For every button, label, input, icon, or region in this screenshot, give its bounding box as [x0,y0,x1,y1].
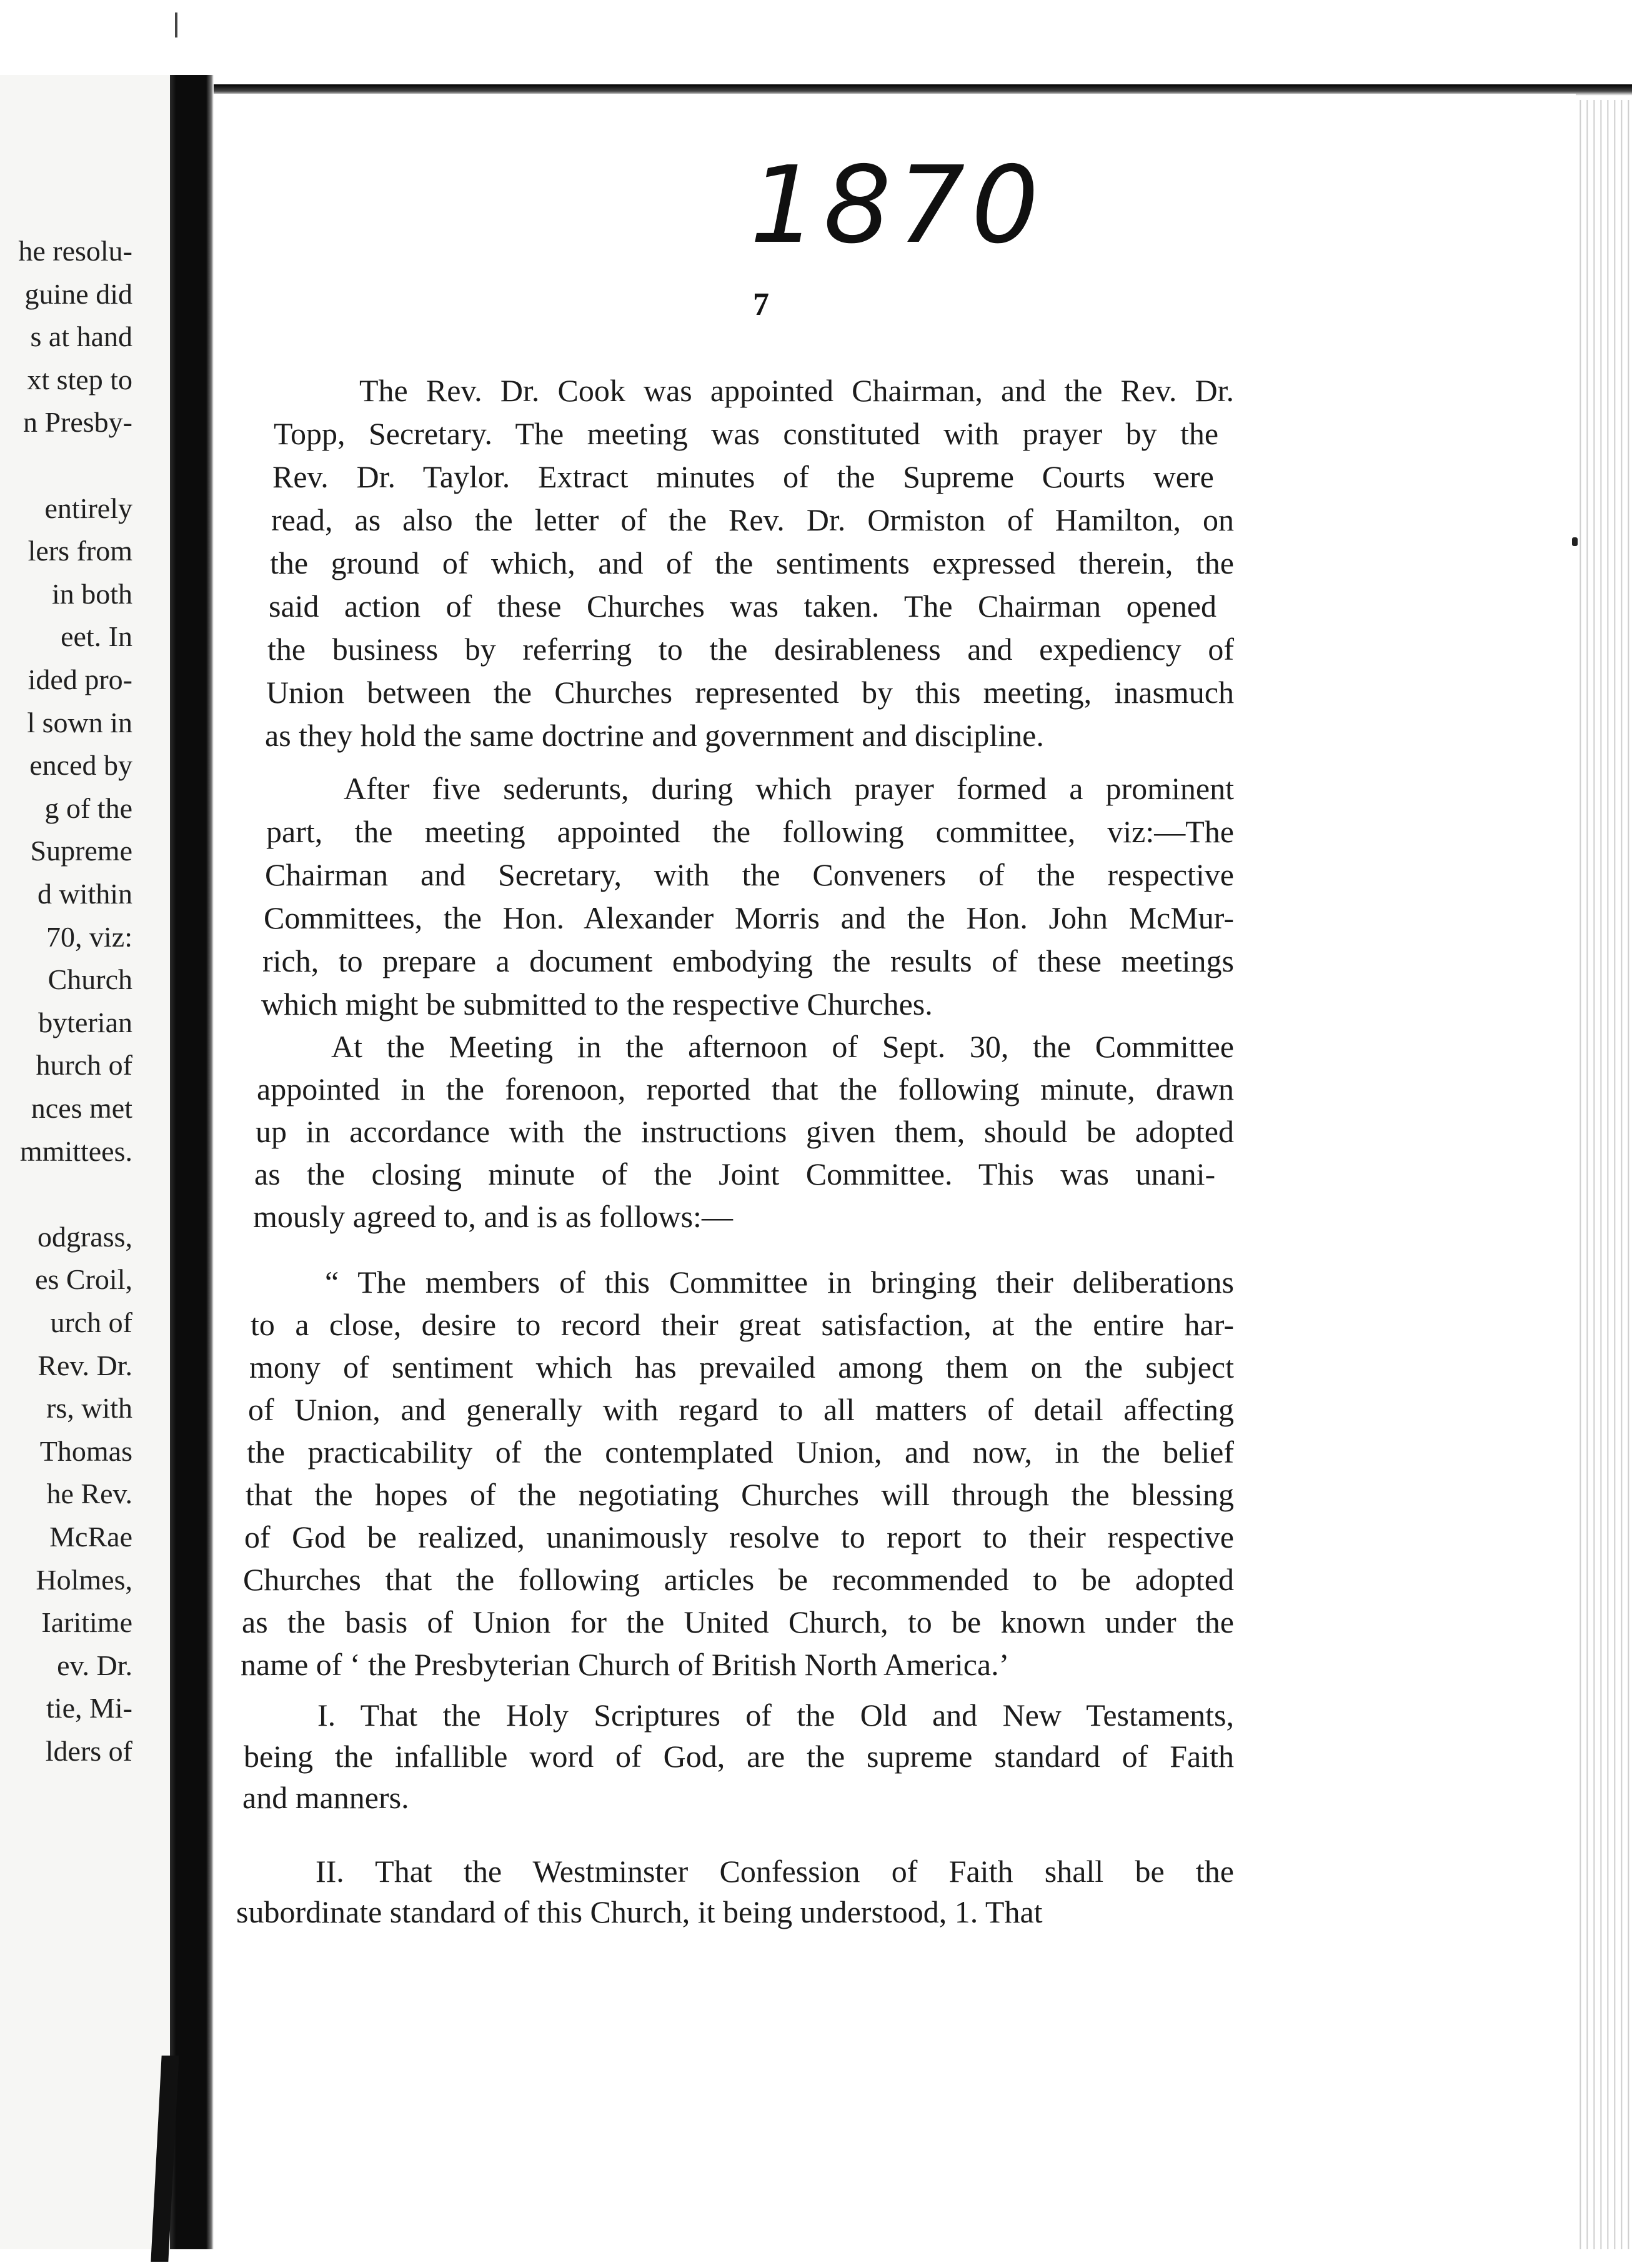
body-text-line: The Rev. Dr. Cook was appointed Chairman, and the Rev. Dr. [359,373,1234,408]
scan-corner-mark [175,12,177,37]
left-page-line: d within [37,878,132,910]
margin-speck [1572,537,1578,546]
body-text-line: I. That the Holy Scriptures of the Old and New Testaments, [317,1698,1234,1733]
left-page-line: n Presby- [22,406,132,439]
body-text-line: Chairman and Secretary, with the Conveners of the respective [265,857,1234,892]
left-page-line: Iaritime [41,1606,132,1639]
body-text-line: Union between the Churches represented by this meeting, inasmuch [266,675,1234,710]
left-page-line: g of the [44,792,132,824]
left-page-line: he Rev. [46,1478,132,1510]
left-page-line: lders of [45,1735,132,1767]
scan-top-margin [0,0,1632,75]
left-page-line: urch of [50,1306,132,1338]
body-text-line: up in accordance with the instructions given them, should be adopted [256,1114,1234,1149]
left-page-line: enced by [29,749,132,782]
left-page-line: ev. Dr. [57,1649,132,1681]
left-page-line: lers from [27,535,132,567]
left-page-line: guine did [24,277,132,310]
page-edges [1575,100,1632,2249]
body-text-line: as the basis of Union for the United Church, to be known under the [242,1604,1234,1639]
body-text-line: that the hopes of the negotiating Churches will through the blessing [246,1477,1234,1512]
body-text-line: the ground of which, and of the sentiments expressed therein, the [270,545,1234,580]
left-page-line: 70, viz: [46,920,132,953]
body-text-line: being the infallible word of God, are the supreme standard of Faith [244,1739,1234,1774]
body-text-line: appointed in the forenoon, reported that the following minute, drawn [257,1072,1234,1107]
body-text-line: part, the meeting appointed the following committee, viz:—The [266,814,1234,849]
page-number: 7 [753,287,769,322]
left-page-line: xt step to [27,363,132,395]
left-page-line: nces met [31,1092,132,1124]
left-page-line: Thomas [39,1435,132,1467]
left-page-line: Church [47,963,132,996]
left-page-line: Rev. Dr. [37,1349,132,1381]
body-text-line: mously agreed to, and is as follows:— [253,1199,733,1234]
body-text-line: At the Meeting in the afternoon of Sept. 30, the Committee [331,1029,1234,1064]
left-page-line: rs, with [46,1392,132,1425]
left-page-line: tie, Mi- [46,1692,132,1724]
body-text-line: read, as also the letter of the Rev. Dr. Ormiston of Hamilton, on [271,502,1234,537]
body-text-line: subordinate standard of this Church, it being understood, 1. That [236,1894,1043,1929]
body-text-line: After five sederunts, during which prayer formed a prominent [344,771,1234,806]
left-page-line: Holmes, [36,1563,132,1596]
left-page-line: hurch of [36,1049,132,1082]
left-page-line: entirely [44,492,132,524]
body-text-line: Churches that the following articles be recommended to be adopted [243,1562,1234,1597]
left-page-line: es Croil, [35,1263,132,1296]
body-text-line: as they hold the same doctrine and government and discipline. [265,718,1044,753]
left-page-fragment [0,75,170,2249]
body-text-line: “ The members of this Committee in bringing their deliberations [325,1265,1234,1300]
body-text-line: said action of these Churches was taken. The Chairman opened [269,589,1217,624]
body-text-line: the practicability of the contemplated Union, and now, in the belief [247,1435,1234,1470]
body-text-line: II. That the Westminster Confession of Faith shall be the [316,1854,1234,1889]
left-page-line: in both [51,577,132,610]
body-text-line: which might be submitted to the respective Churches. [261,987,933,1022]
body-text-line: of Union, and generally with regard to all matters of detail affecting [248,1392,1234,1427]
body-text-line: Topp, Secretary. The meeting was constituted with prayer by the [274,416,1219,451]
body-text-line: of God be realized, unanimously resolve to report to their respective [244,1519,1234,1554]
body-text-line: rich, to prepare a document embodying the results of these meetings [262,943,1234,978]
left-page-line: l sown in [27,706,132,739]
left-page-line: ided pro- [27,664,132,695]
body-text-line: Rev. Dr. Taylor. Extract minutes of the Supreme Courts were [272,459,1214,494]
left-page-line: odgrass, [37,1220,132,1253]
body-text-line: mony of sentiment which has prevailed among them on the subject [249,1350,1234,1385]
body-text-line: and manners. [242,1780,409,1815]
left-page-line: he resolu- [18,235,132,267]
left-page-line: eet. In [61,620,132,653]
book-gutter [170,75,214,2249]
body-text-line: to a close, desire to record their great satisfaction, at the entire har- [251,1307,1234,1342]
left-page-line: s at hand [30,321,132,353]
handwritten-year-note: 1870 [750,144,1045,267]
body-text-line: name of ‘ the Presbyterian Church of British North America.’ [241,1647,1010,1682]
left-page-line: mmittees. [19,1135,132,1167]
body-text-line: the business by referring to the desirableness and expediency of [267,632,1234,667]
body-text-line: as the closing minute of the Joint Committee. This was unani- [254,1156,1216,1191]
left-page-line: Supreme [30,835,132,867]
left-page-line: McRae [49,1521,132,1553]
body-text-line: Committees, the Hon. Alexander Morris and the Hon. John McMur- [264,900,1234,935]
left-page-line: byterian [38,1006,132,1038]
